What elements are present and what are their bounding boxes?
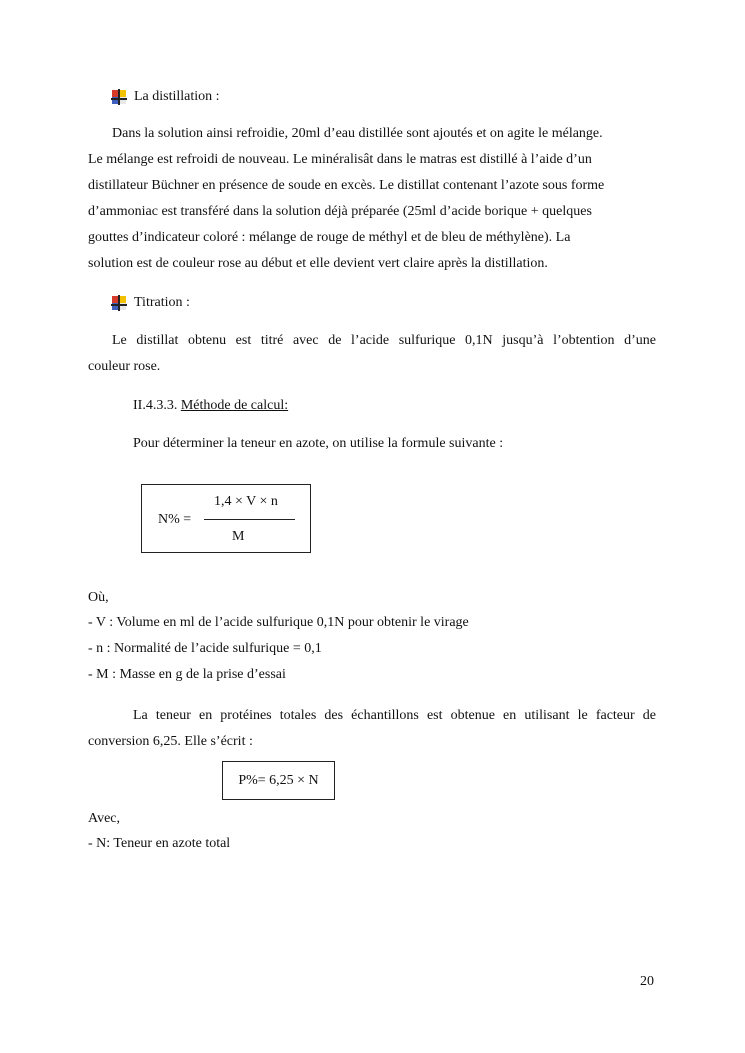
protein-line-1: La teneur en protéines totales des échantillons est obtenue en utilisant le facteur de [133,708,656,723]
fraction-bar [204,519,295,520]
distillation-line-6: solution est de couleur rose au début et elle devient vert claire après la distillation. [88,256,548,271]
bullet-cross-icon [112,90,126,104]
definitions-intro: Où, [88,590,109,605]
bullet-cross-icon [112,296,126,310]
calcul-heading [133,398,288,414]
definition-item: - n : Normalité de l’acide sulfurique = 0,1 [88,641,322,656]
distillation-heading-row [112,88,220,106]
distillation-line-4: d’ammoniac est transféré dans la solution déjà préparée (25ml d’acide borique + quelques [88,204,592,219]
page-number: 20 [640,974,654,989]
protein-line-2: conversion 6,25. Elle s’écrit : [88,734,253,749]
definition-item: - V : Volume en ml de l’acide sulfurique 0,1N pour obtenir le virage [88,615,469,630]
protein-formula-box [222,761,335,800]
nitrogen-formula-box [141,484,311,553]
distillation-line-2: Le mélange est refroidi de nouveau. Le minéralisât dans le matras est distillé à l’aide d’un [88,152,592,167]
formula-numerator: 1,4 × V × n [214,494,278,509]
protein-formula: P%= 6,25 × N [238,772,319,788]
titration-line-2: couleur rose. [88,359,161,374]
calcul-title: Méthode de calcul: [180,398,289,413]
calcul-number: II.4.3.3. [133,398,178,413]
formula-lhs: N% = [158,512,192,527]
formula-denominator: M [232,529,245,544]
distillation-heading: La distillation : [134,89,220,104]
definition-item: - M : Masse en g de la prise d’essai [88,667,286,682]
titration-line-1: Le distillat obtenu est titré avec de l’acide sulfurique 0,1N jusqu’à l’obtention d’une [112,333,656,348]
calcul-intro: Pour déterminer la teneur en azote, on utilise la formule suivante : [133,436,504,451]
distillation-line-5: gouttes d’indicateur coloré : mélange de rouge de méthyl et de bleu de méthylène). La [88,230,571,245]
definition2-item: - N: Teneur en azote total [88,836,231,851]
definitions2-intro: Avec, [88,811,120,826]
distillation-line-3: distillateur Büchner en présence de soude en excès. Le distillat contenant l’azote sous forme [88,178,605,193]
distillation-line-1: Dans la solution ainsi refroidie, 20ml d’eau distillée sont ajoutés et on agite le mélange. [112,126,603,141]
titration-heading: Titration : [134,295,190,310]
titration-heading-row [112,294,190,312]
